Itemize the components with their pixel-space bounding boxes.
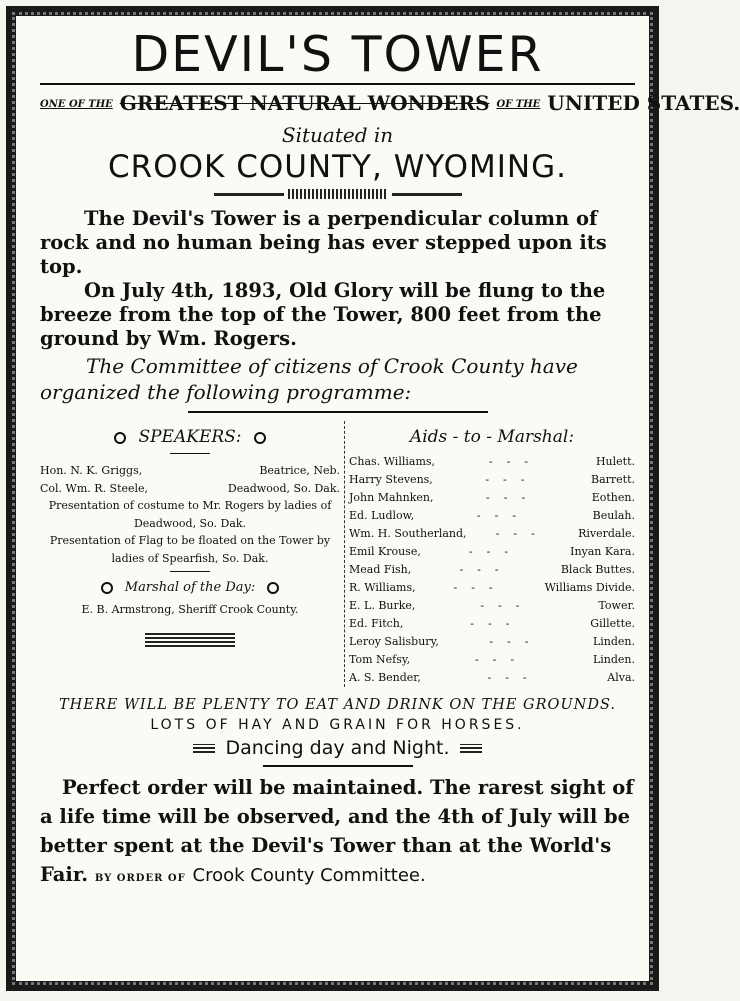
bullet-icon (267, 582, 279, 594)
final-paragraph: Perfect order will be maintained. The rarest sight of a life time will be observed, and the 4th of July will be better spent at the Devil's Tower than at the World's Fair. BY ORDER OF Crook County Committee. (40, 776, 634, 886)
subtitle-prefix: ONE OF THE (40, 99, 113, 110)
presentation-costume: Presentation of costume to Mr. Rogers by ladies of Deadwood, So. Dak. (48, 499, 332, 530)
subtitle-main: GREATEST NATURAL WONDERS (119, 91, 490, 115)
subtitle-mid: OF THE (496, 99, 541, 110)
hay-notice: LOTS OF HAY AND GRAIN FOR HORSES. (150, 717, 525, 733)
speaker-line: Col. Wm. R. Steele, Deadwood, So. Dak. (40, 481, 340, 495)
aids-heading: Aids - to - Marshal: (409, 427, 575, 447)
aid-row: Tom Nefsy, --- Linden. (349, 653, 635, 666)
bullet-icon (114, 432, 126, 444)
poster (40, 26, 740, 973)
dancing-notice: Dancing day and Night. (40, 737, 635, 759)
aids-list (349, 453, 635, 687)
programme-columns (40, 421, 635, 687)
bullet-icon (254, 432, 266, 444)
marshal-heading: Marshal of the Day: (40, 580, 340, 595)
bullet-icon (101, 582, 113, 594)
subtitle (40, 91, 740, 115)
aid-row: Ed. Ludlow, --- Beulah. (349, 509, 635, 522)
marshal-name: E. B. Armstrong, Sheriff Crook County. (81, 603, 299, 616)
county-heading: CROOK COUNTY, WYOMING. (108, 149, 567, 185)
aid-row: Chas. Williams, --- Hulett. (349, 455, 635, 468)
ornament-stamp (145, 633, 235, 647)
presentation-flag: Presentation of Flag to be floated on the Tower by ladies of Spearfish, So. Dak. (49, 534, 331, 565)
by-order-label: BY ORDER OF (94, 873, 186, 884)
aid-row: Leroy Salisbury, --- Linden. (349, 635, 635, 648)
poster-title: DEVIL'S TOWER (131, 26, 544, 83)
poster-border (6, 6, 740, 991)
aid-row: Emil Krouse, --- Inyan Kara. (349, 545, 635, 558)
speakers-heading: SPEAKERS: (40, 427, 340, 447)
divider (188, 411, 488, 413)
paragraph-flag: On July 4th, 1893, Old Glory will be flung to the breeze from the top of the Tower, 800 feet from the ground by Wm. Rogers. (40, 279, 606, 350)
subtitle-end: UNITED STATES. (547, 91, 740, 115)
title-rule (40, 83, 635, 85)
situated-text: Situated in (281, 123, 394, 147)
paragraph-tower: The Devil's Tower is a perpendicular column of rock and no human being has ever stepped upon its top. (40, 207, 607, 278)
programme-intro: The Committee of citizens of Crook County have organized the following programme: (40, 354, 578, 404)
ornament-mark (460, 744, 482, 753)
speakers-column (40, 421, 345, 687)
committee-signature: Crook County Committee. (192, 865, 426, 886)
aid-row: R. Williams, --- Williams Divide. (349, 581, 635, 594)
plenty-notice: THERE WILL BE PLENTY TO EAT AND DRINK ON THE GROUNDS. (58, 697, 617, 713)
aid-row: Ed. Fitch, --- Gillette. (349, 617, 635, 630)
aids-column (345, 421, 635, 687)
aid-row: John Mahnken, --- Eothen. (349, 491, 635, 504)
aid-row: Mead Fish, --- Black Buttes. (349, 563, 635, 576)
ornament-mark (193, 744, 215, 753)
aid-row: Wm. H. Southerland, --- Riverdale. (349, 527, 635, 540)
ornament-divider (40, 189, 635, 199)
aid-row: Harry Stevens, --- Barrett. (349, 473, 635, 486)
speaker-line: Hon. N. K. Griggs, Beatrice, Neb. (40, 464, 340, 477)
aid-row: A. S. Bender, --- Alva. (349, 671, 635, 684)
aid-row: E. L. Burke, --- Tower. (349, 599, 635, 612)
